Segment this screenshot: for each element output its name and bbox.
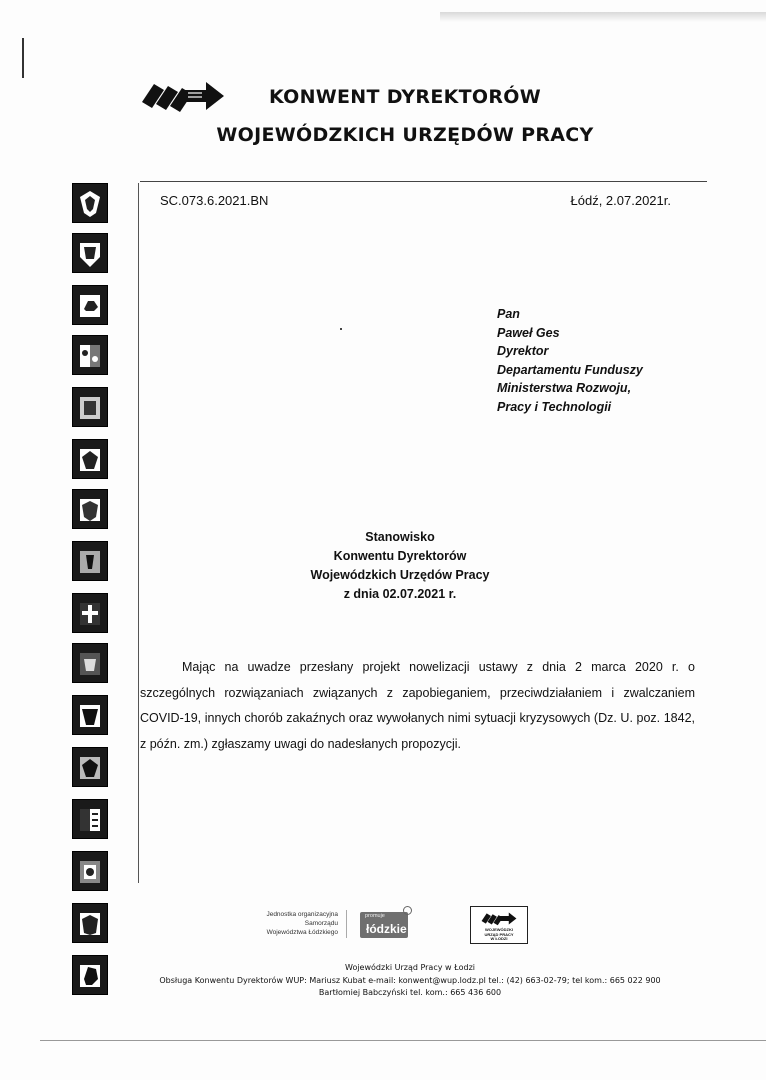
header-title-line1: KONWENT DYREKTORÓW xyxy=(268,86,542,108)
crest-slaskie-icon xyxy=(72,747,108,787)
footer-line: Bartłomiej Babczyński tel. kom.: 665 436 600 xyxy=(318,988,502,997)
recipient-line: Pracy i Technologii xyxy=(497,399,612,414)
crest-zachodniopomorskie-icon xyxy=(72,955,108,995)
crest-podlaskie-icon xyxy=(72,643,108,683)
crest-podkarpackie-icon xyxy=(72,593,108,633)
recipient-line: Pan xyxy=(497,307,520,321)
scan-mark xyxy=(22,38,24,78)
crest-mazowieckie-icon xyxy=(72,489,108,529)
crest-warminsko-mazurskie-icon xyxy=(72,851,108,891)
promuje-lodzkie-badge xyxy=(360,912,408,938)
footer-separator xyxy=(346,910,347,938)
crest-wielkopolskie-icon xyxy=(72,903,108,943)
body-paragraph xyxy=(140,655,695,757)
recipient-line: Dyrektor xyxy=(497,344,549,358)
logo-caption-line: URZĄD PRACY xyxy=(484,931,514,937)
scan-shadow xyxy=(440,12,766,22)
reference-number: SC.073.6.2021.BN xyxy=(160,193,269,208)
konwent-arrow-logo-icon xyxy=(140,76,226,116)
badge-big-text: łódzkie xyxy=(366,922,407,936)
logo-caption-line: W ŁODZI xyxy=(490,936,508,941)
wup-arrow-logo-icon xyxy=(479,910,519,927)
logo-caption-line: WOJEWÓDZKI xyxy=(485,927,513,932)
footer-line: Obsługa Konwentu Dyrektorów WUP: Mariusz Kubat e-mail: konwent@wup.lodz.pl tel.: (42) 663-02-79; tel kom.: 665 022 900 xyxy=(159,975,661,985)
margin-line xyxy=(138,183,139,883)
header-divider xyxy=(140,181,707,182)
crest-pomorskie-icon xyxy=(72,695,108,735)
footer-org-note xyxy=(238,910,338,937)
registered-mark-icon xyxy=(403,906,412,915)
wup-logo xyxy=(470,906,528,944)
badge-small-text: promuje xyxy=(365,913,385,919)
header-title-line2: WOJEWÓDZKICH URZĘDÓW PRACY xyxy=(216,124,594,146)
recipient-line: Ministerstwa Rozwoju, xyxy=(497,381,632,395)
position-line: Stanowisko xyxy=(365,530,435,544)
crest-malopolskie-icon xyxy=(72,439,108,479)
org-note-line: Samorządu xyxy=(304,920,338,927)
crest-lubuskie-icon xyxy=(72,335,108,375)
crest-lubelskie-icon xyxy=(72,285,108,325)
crest-opolskie-icon xyxy=(72,541,108,581)
crest-lodzkie-icon xyxy=(72,387,108,427)
org-note-line: Jednostka organizacyjna xyxy=(266,911,338,918)
position-title xyxy=(240,528,560,604)
position-line: Konwentu Dyrektorów xyxy=(333,549,467,563)
crest-kujawsko-pomorskie-icon xyxy=(72,233,108,273)
scan-speck xyxy=(340,328,342,330)
footer-line: Wojewódzki Urząd Pracy w Łodzi xyxy=(345,963,475,972)
recipient-block xyxy=(497,305,643,416)
org-note-line: Województwa Łódzkiego xyxy=(266,929,338,936)
position-line: z dnia 02.07.2021 r. xyxy=(343,587,457,601)
place-date: Łódź, 2.07.2021r. xyxy=(570,193,671,208)
body-text: Mając na uwadze przesłany projekt nowelizacji ustawy z dnia 2 marca 2020 r. o szczególnych rozwiązaniach związanych z zapobieganiem, przeciwdziałaniem i zwalczaniem COVID-19, innych chorób zakaźnych oraz wywołanych nimi sytuacji kryzysowych (Dz. U. poz. 1842, z późn. zm.) zgłaszamy uwagi do nadesłanych propozycji. xyxy=(140,660,695,751)
recipient-line: Paweł Ges xyxy=(497,325,560,340)
crest-swietokrzyskie-icon xyxy=(72,799,108,839)
crest-dolnoslaskie-icon xyxy=(72,183,108,223)
position-line: Wojewódzkich Urzędów Pracy xyxy=(310,568,490,582)
footer-contact xyxy=(120,962,700,1000)
recipient-line: Departamentu Funduszy xyxy=(497,362,643,377)
bottom-rule xyxy=(40,1040,766,1041)
